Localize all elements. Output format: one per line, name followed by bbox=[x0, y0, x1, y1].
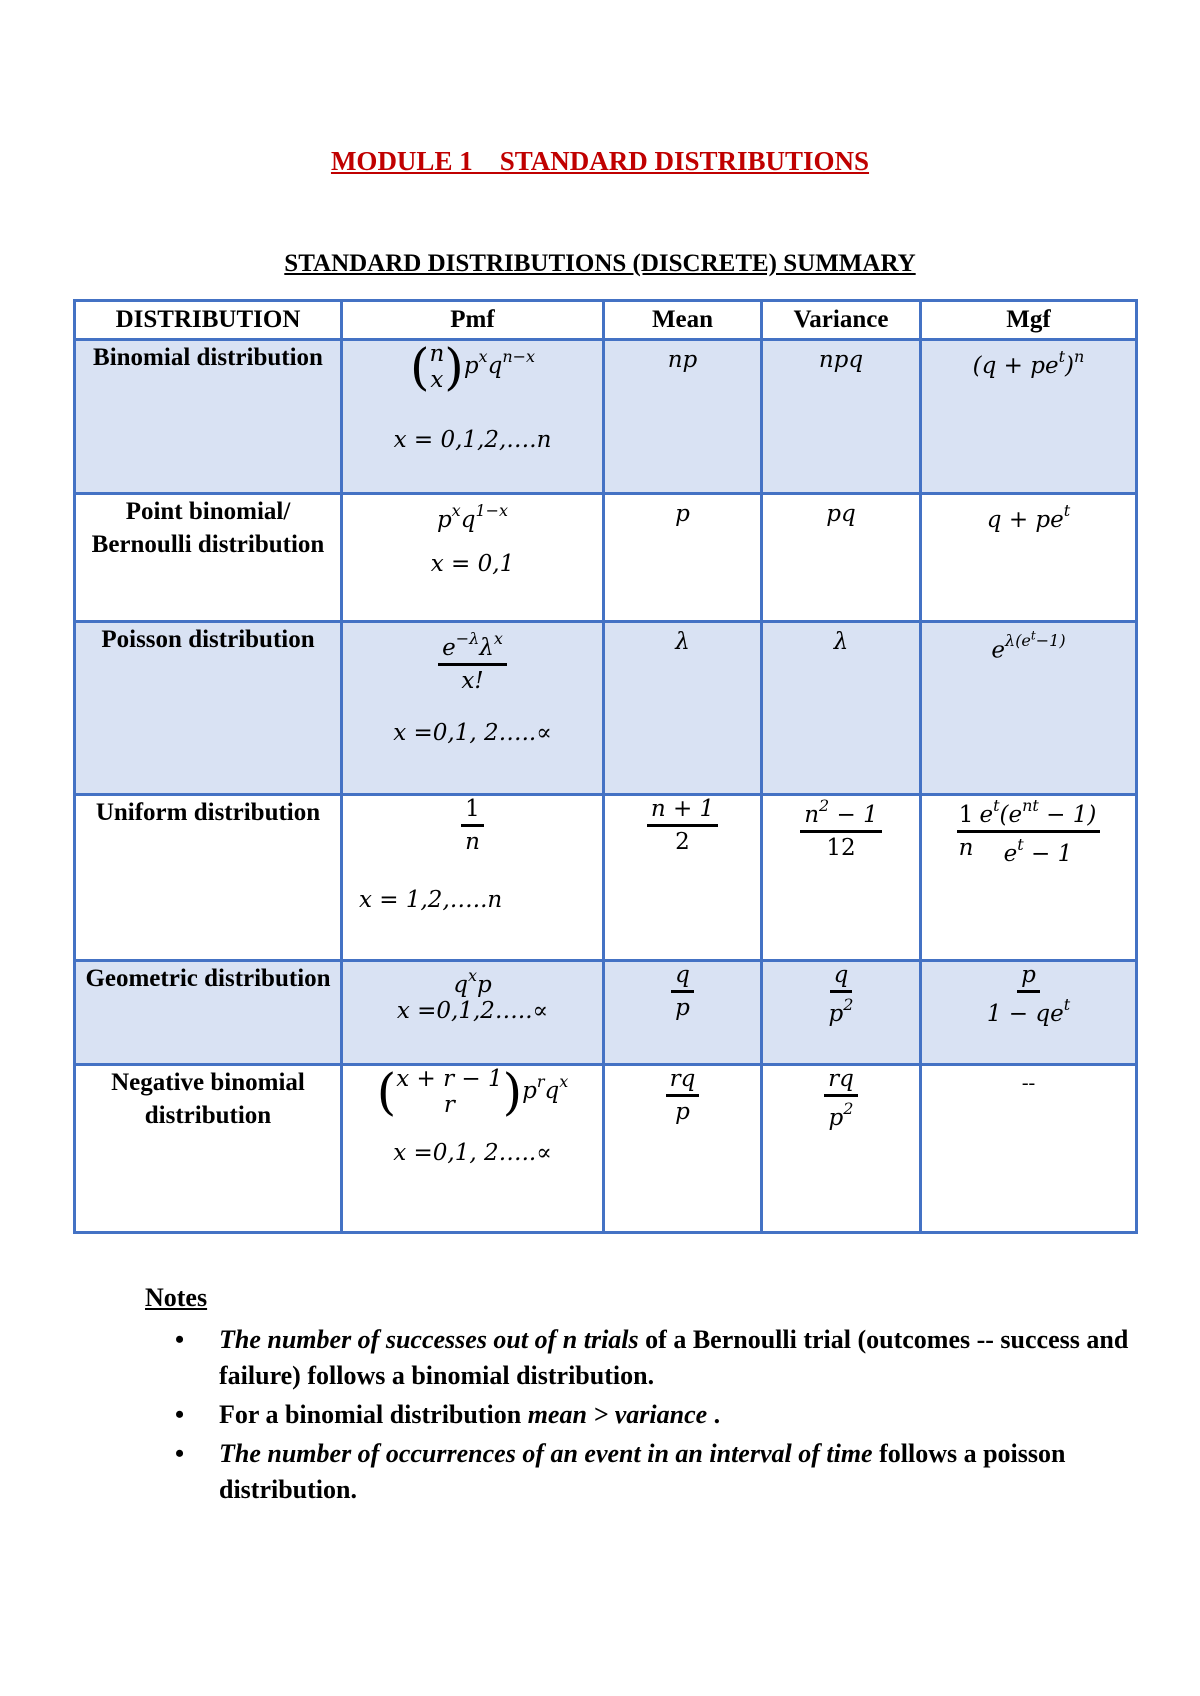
distribution-name: Uniform distribution bbox=[75, 795, 342, 961]
mean-value: np bbox=[667, 347, 698, 373]
pmf-cell bbox=[342, 795, 604, 961]
note-text: . bbox=[707, 1400, 721, 1429]
pmf-range: x = 0,1,2,….n bbox=[393, 427, 552, 453]
distribution-name: Geometric distribution bbox=[75, 961, 342, 1065]
mean-value: p bbox=[675, 501, 690, 527]
distribution-name: Negative binomial distribution bbox=[75, 1065, 342, 1233]
table-header-row bbox=[75, 301, 1137, 340]
mean-cell bbox=[604, 795, 762, 961]
header-distribution: DISTRIBUTION bbox=[75, 301, 342, 340]
pmf-range: x = 0,1 bbox=[430, 551, 515, 577]
header-mgf: Mgf bbox=[921, 301, 1137, 340]
note-emphasis: mean > variance bbox=[527, 1400, 708, 1429]
variance-cell bbox=[762, 494, 921, 622]
page-title: MODULE 1 STANDARD DISTRIBUTIONS bbox=[330, 146, 870, 176]
variance-cell bbox=[762, 1065, 921, 1233]
mean-formula: $\frac{n + 1}{2}$ bbox=[647, 796, 718, 855]
mean-cell bbox=[604, 1065, 762, 1233]
note-item bbox=[219, 1436, 1149, 1508]
variance-cell bbox=[762, 340, 921, 494]
pmf-formula: $\frac{e^{-\lambda}\lambda^x}{x!}$ bbox=[438, 629, 507, 694]
variance-formula: $\frac{rq}{p^2}$ bbox=[824, 1066, 858, 1131]
mgf-value: -- bbox=[1021, 1072, 1036, 1094]
header-mean: Mean bbox=[604, 301, 762, 340]
variance-value: npq bbox=[818, 347, 864, 373]
mean-formula: $\frac{rq}{p}$ bbox=[666, 1066, 700, 1125]
notes-list bbox=[145, 1322, 1149, 1511]
pmf-range: x =0,1, 2…..∝ bbox=[393, 1140, 552, 1166]
pmf-range: x =0,1,2…..∝ bbox=[396, 998, 549, 1024]
mean-cell bbox=[604, 494, 762, 622]
distribution-summary-table bbox=[73, 299, 1138, 1234]
mgf-formula: $e^{\lambda(e^t-1)}$ bbox=[991, 629, 1066, 664]
mean-cell bbox=[604, 961, 762, 1065]
variance-cell bbox=[762, 622, 921, 795]
mgf-formula: $\frac{1}{n}$ $\frac{e^t(e^{nt} - 1)}{e^t - 1}$ bbox=[957, 818, 1101, 844]
table-row-poisson bbox=[75, 622, 1137, 795]
mgf-cell bbox=[921, 622, 1137, 795]
note-text: of a Bernoulli trial (outcomes -- success and failure) follows a binomial distribution. bbox=[219, 1325, 1129, 1390]
note-emphasis: The number of successes out of n trials bbox=[219, 1325, 639, 1354]
pmf-range: x =0,1, 2…..∝ bbox=[393, 720, 552, 746]
pmf-formula: ( n x )$p^xq^{n-x}$ bbox=[409, 338, 536, 396]
pmf-cell bbox=[342, 494, 604, 622]
pmf-cell bbox=[342, 961, 604, 1065]
mean-cell bbox=[604, 340, 762, 494]
mgf-cell bbox=[921, 795, 1137, 961]
notes-heading: Notes bbox=[145, 1283, 208, 1312]
mgf-formula: $\frac{p}{1 - qe^t}$ bbox=[986, 962, 1071, 1027]
distribution-name: Point binomial/ Bernoulli distribution bbox=[75, 494, 342, 622]
mgf-formula: $q + pe^t$ bbox=[986, 501, 1071, 533]
variance-formula: $\frac{n^2 - 1}{12}$ bbox=[800, 796, 882, 861]
header-variance: Variance bbox=[762, 301, 921, 340]
mgf-cell bbox=[921, 340, 1137, 494]
mgf-cell bbox=[921, 1065, 1137, 1233]
note-text: follows a poisson distribution. bbox=[219, 1439, 1066, 1504]
pmf-formula: $q^xp$ bbox=[453, 966, 492, 998]
note-text: For a binomial distribution bbox=[219, 1400, 528, 1429]
note-item bbox=[219, 1397, 1149, 1433]
pmf-cell bbox=[342, 622, 604, 795]
pmf-cell bbox=[342, 340, 604, 494]
variance-value: λ bbox=[833, 629, 849, 655]
table-row-negative-binomial bbox=[75, 1065, 1137, 1233]
table-row-binomial bbox=[75, 340, 1137, 494]
table-row-geometric bbox=[75, 961, 1137, 1065]
variance-cell bbox=[762, 961, 921, 1065]
note-emphasis: The number of occurrences of an event in an interval of time bbox=[219, 1439, 873, 1468]
mgf-cell bbox=[921, 494, 1137, 622]
table-caption: STANDARD DISTRIBUTIONS (DISCRETE) SUMMARY bbox=[284, 250, 916, 277]
mean-cell bbox=[604, 622, 762, 795]
pmf-cell bbox=[342, 1065, 604, 1233]
variance-formula: $\frac{q}{p^2}$ bbox=[828, 962, 854, 1027]
note-item bbox=[219, 1322, 1149, 1394]
table-row-uniform bbox=[75, 795, 1137, 961]
distribution-name: Binomial distribution bbox=[75, 340, 342, 494]
variance-cell bbox=[762, 795, 921, 961]
pmf-formula: $p^xq^{1-x}$ bbox=[436, 501, 509, 533]
mean-formula: $\frac{q}{p}$ bbox=[671, 962, 694, 1021]
mgf-cell bbox=[921, 961, 1137, 1065]
pmf-range: x = 1,2,…..n bbox=[359, 887, 503, 913]
pmf-formula: ( x + r − 1 r )$p^rq^x$ bbox=[376, 1063, 569, 1121]
header-pmf: Pmf bbox=[342, 301, 604, 340]
table-row-bernoulli bbox=[75, 494, 1137, 622]
distribution-name: Poisson distribution bbox=[75, 622, 342, 795]
variance-value: pq bbox=[826, 501, 856, 527]
mean-value: λ bbox=[675, 629, 690, 655]
pmf-formula: $\frac{1}{n}$ bbox=[461, 796, 484, 855]
mgf-formula: $(q + pe^t)^n$ bbox=[972, 347, 1085, 379]
